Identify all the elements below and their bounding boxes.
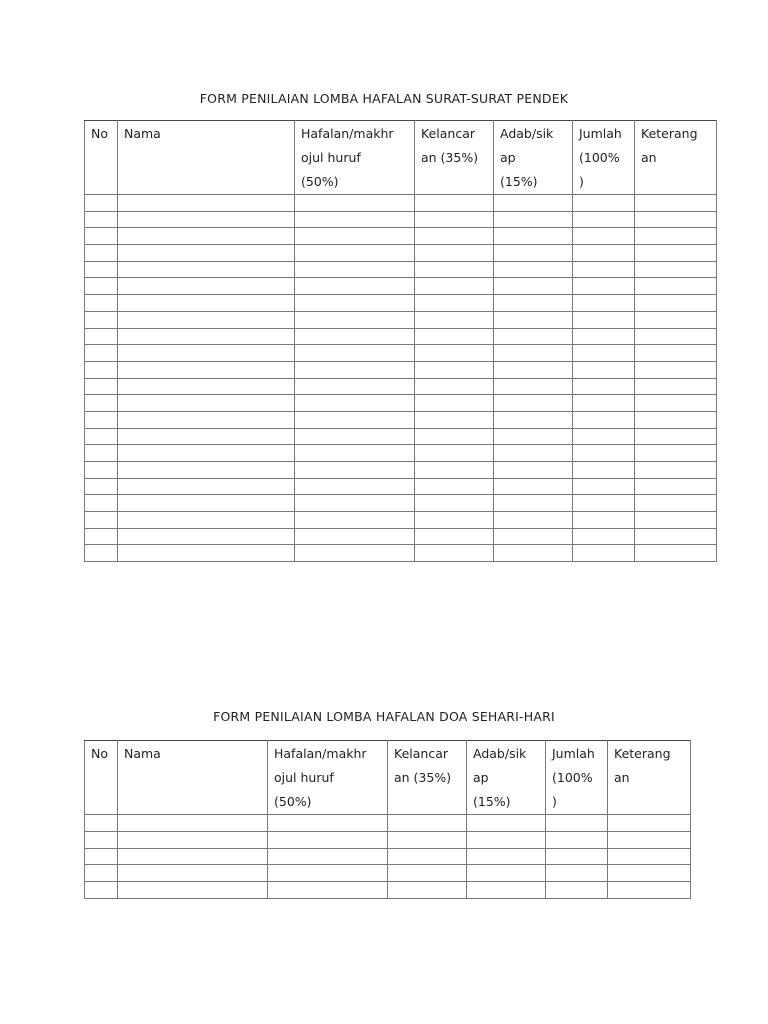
cell-kelancaran[interactable] bbox=[415, 211, 494, 228]
header-text: (15%) bbox=[500, 174, 538, 189]
cell-hafalan[interactable] bbox=[295, 378, 415, 395]
cell-nama[interactable] bbox=[118, 278, 295, 295]
form1-table bbox=[84, 120, 717, 562]
cell-no[interactable] bbox=[85, 815, 118, 832]
cell-keterangan[interactable] bbox=[635, 311, 717, 328]
cell-nama[interactable] bbox=[118, 445, 295, 462]
cell-nama[interactable] bbox=[118, 195, 295, 212]
cell-keterangan[interactable] bbox=[635, 528, 717, 545]
cell-adab[interactable] bbox=[494, 228, 573, 245]
cell-jumlah[interactable] bbox=[573, 428, 635, 445]
cell-jumlah[interactable] bbox=[573, 462, 635, 479]
cell-kelancaran[interactable] bbox=[415, 195, 494, 212]
table-row bbox=[85, 445, 717, 462]
cell-keterangan[interactable] bbox=[635, 278, 717, 295]
cell-keterangan[interactable] bbox=[635, 361, 717, 378]
cell-jumlah[interactable] bbox=[573, 495, 635, 512]
cell-kelancaran[interactable] bbox=[415, 261, 494, 278]
header-text: (50%) bbox=[301, 174, 339, 189]
header-text: Jumlah bbox=[552, 746, 595, 761]
cell-jumlah[interactable] bbox=[573, 311, 635, 328]
cell-nama[interactable] bbox=[118, 428, 295, 445]
cell-hafalan[interactable] bbox=[295, 211, 415, 228]
header-text: an bbox=[614, 770, 630, 785]
cell-adab[interactable] bbox=[494, 462, 573, 479]
cell-jumlah[interactable] bbox=[546, 815, 608, 832]
cell-keterangan[interactable] bbox=[635, 512, 717, 529]
cell-nama[interactable] bbox=[118, 245, 295, 262]
cell-keterangan[interactable] bbox=[635, 428, 717, 445]
cell-hafalan[interactable] bbox=[295, 445, 415, 462]
cell-adab[interactable] bbox=[494, 295, 573, 312]
cell-no[interactable] bbox=[85, 295, 118, 312]
cell-no[interactable] bbox=[85, 411, 118, 428]
cell-keterangan[interactable] bbox=[635, 478, 717, 495]
cell-adab[interactable] bbox=[494, 512, 573, 529]
cell-kelancaran[interactable] bbox=[415, 495, 494, 512]
header-jumlah bbox=[573, 121, 635, 195]
cell-kelancaran[interactable] bbox=[415, 245, 494, 262]
cell-keterangan[interactable] bbox=[608, 831, 691, 848]
cell-kelancaran[interactable] bbox=[415, 345, 494, 362]
cell-kelancaran[interactable] bbox=[415, 395, 494, 412]
cell-adab[interactable] bbox=[467, 882, 546, 899]
header-text: Nama bbox=[124, 126, 161, 141]
cell-kelancaran[interactable] bbox=[415, 295, 494, 312]
cell-jumlah[interactable] bbox=[573, 545, 635, 562]
cell-jumlah[interactable] bbox=[573, 512, 635, 529]
cell-kelancaran[interactable] bbox=[388, 831, 467, 848]
header-adab bbox=[494, 121, 573, 195]
cell-nama[interactable] bbox=[118, 495, 295, 512]
cell-no[interactable] bbox=[85, 865, 118, 882]
header-jumlah bbox=[546, 741, 608, 815]
cell-adab[interactable] bbox=[494, 278, 573, 295]
table-row bbox=[85, 428, 717, 445]
header-hafalan bbox=[268, 741, 388, 815]
header-text: an (35%) bbox=[394, 770, 452, 785]
cell-adab[interactable] bbox=[494, 211, 573, 228]
table-row bbox=[85, 261, 717, 278]
cell-keterangan[interactable] bbox=[635, 261, 717, 278]
cell-jumlah[interactable] bbox=[573, 278, 635, 295]
cell-kelancaran[interactable] bbox=[415, 545, 494, 562]
cell-kelancaran[interactable] bbox=[415, 428, 494, 445]
cell-keterangan[interactable] bbox=[635, 211, 717, 228]
cell-adab[interactable] bbox=[494, 445, 573, 462]
cell-jumlah[interactable] bbox=[573, 445, 635, 462]
cell-adab[interactable] bbox=[494, 311, 573, 328]
cell-nama[interactable] bbox=[118, 478, 295, 495]
cell-adab[interactable] bbox=[467, 815, 546, 832]
cell-keterangan[interactable] bbox=[635, 328, 717, 345]
cell-nama[interactable] bbox=[118, 815, 268, 832]
cell-no[interactable] bbox=[85, 278, 118, 295]
header-text: No bbox=[91, 746, 108, 761]
cell-hafalan[interactable] bbox=[295, 545, 415, 562]
cell-hafalan[interactable] bbox=[295, 361, 415, 378]
cell-hafalan[interactable] bbox=[268, 831, 388, 848]
cell-hafalan[interactable] bbox=[295, 278, 415, 295]
cell-adab[interactable] bbox=[494, 195, 573, 212]
cell-no[interactable] bbox=[85, 462, 118, 479]
cell-adab[interactable] bbox=[494, 261, 573, 278]
form1-title: FORM PENILAIAN LOMBA HAFALAN SURAT-SURAT PENDEK bbox=[199, 91, 569, 106]
cell-nama[interactable] bbox=[118, 512, 295, 529]
cell-hafalan[interactable] bbox=[295, 528, 415, 545]
cell-nama[interactable] bbox=[118, 395, 295, 412]
table-row bbox=[85, 528, 717, 545]
cell-no[interactable] bbox=[85, 512, 118, 529]
header-text: Kelancar bbox=[394, 746, 448, 761]
table-row bbox=[85, 328, 717, 345]
cell-jumlah[interactable] bbox=[573, 528, 635, 545]
cell-hafalan[interactable] bbox=[295, 495, 415, 512]
table-row bbox=[85, 311, 717, 328]
table-row bbox=[85, 228, 717, 245]
header-text: (100% bbox=[552, 770, 593, 785]
header-text: No bbox=[91, 126, 108, 141]
cell-hafalan[interactable] bbox=[295, 462, 415, 479]
cell-jumlah[interactable] bbox=[573, 195, 635, 212]
cell-jumlah[interactable] bbox=[546, 848, 608, 865]
cell-no[interactable] bbox=[85, 345, 118, 362]
cell-keterangan[interactable] bbox=[608, 865, 691, 882]
cell-jumlah[interactable] bbox=[573, 261, 635, 278]
header-text: (50%) bbox=[274, 794, 312, 809]
form2-table bbox=[84, 740, 691, 899]
table-row bbox=[85, 411, 717, 428]
cell-keterangan[interactable] bbox=[635, 445, 717, 462]
header-keterangan bbox=[608, 741, 691, 815]
cell-nama[interactable] bbox=[118, 295, 295, 312]
cell-keterangan[interactable] bbox=[635, 295, 717, 312]
cell-hafalan[interactable] bbox=[295, 228, 415, 245]
cell-no[interactable] bbox=[85, 378, 118, 395]
cell-nama[interactable] bbox=[118, 361, 295, 378]
cell-no[interactable] bbox=[85, 328, 118, 345]
cell-hafalan[interactable] bbox=[295, 428, 415, 445]
cell-jumlah[interactable] bbox=[573, 378, 635, 395]
table-row bbox=[85, 378, 717, 395]
cell-jumlah[interactable] bbox=[573, 245, 635, 262]
cell-nama[interactable] bbox=[118, 882, 268, 899]
header-kelancaran bbox=[388, 741, 467, 815]
cell-hafalan[interactable] bbox=[295, 478, 415, 495]
cell-kelancaran[interactable] bbox=[388, 815, 467, 832]
cell-kelancaran[interactable] bbox=[415, 278, 494, 295]
header-nama bbox=[118, 121, 295, 195]
cell-nama[interactable] bbox=[118, 378, 295, 395]
cell-jumlah[interactable] bbox=[573, 345, 635, 362]
form2-title: FORM PENILAIAN LOMBA HAFALAN DOA SEHARI-HARI bbox=[213, 709, 555, 724]
cell-jumlah[interactable] bbox=[546, 882, 608, 899]
cell-keterangan[interactable] bbox=[608, 848, 691, 865]
header-keterangan bbox=[635, 121, 717, 195]
cell-keterangan[interactable] bbox=[635, 495, 717, 512]
cell-jumlah[interactable] bbox=[573, 411, 635, 428]
cell-kelancaran[interactable] bbox=[415, 311, 494, 328]
cell-no[interactable] bbox=[85, 495, 118, 512]
table-row bbox=[85, 865, 691, 882]
table-row bbox=[85, 395, 717, 412]
cell-kelancaran[interactable] bbox=[415, 462, 494, 479]
header-text: (100% bbox=[579, 150, 620, 165]
cell-no[interactable] bbox=[85, 882, 118, 899]
cell-nama[interactable] bbox=[118, 311, 295, 328]
cell-adab[interactable] bbox=[494, 361, 573, 378]
table-row bbox=[85, 882, 691, 899]
cell-kelancaran[interactable] bbox=[415, 228, 494, 245]
cell-adab[interactable] bbox=[494, 428, 573, 445]
cell-jumlah[interactable] bbox=[573, 478, 635, 495]
cell-no[interactable] bbox=[85, 428, 118, 445]
table-row bbox=[85, 278, 717, 295]
cell-kelancaran[interactable] bbox=[415, 478, 494, 495]
table-row bbox=[85, 512, 717, 529]
header-text: ) bbox=[552, 794, 557, 809]
header-text: Kelancar bbox=[421, 126, 475, 141]
cell-nama[interactable] bbox=[118, 228, 295, 245]
cell-nama[interactable] bbox=[118, 345, 295, 362]
cell-nama[interactable] bbox=[118, 831, 268, 848]
cell-nama[interactable] bbox=[118, 411, 295, 428]
cell-hafalan[interactable] bbox=[295, 345, 415, 362]
cell-nama[interactable] bbox=[118, 528, 295, 545]
cell-hafalan[interactable] bbox=[295, 328, 415, 345]
table-row bbox=[85, 545, 717, 562]
cell-no[interactable] bbox=[85, 195, 118, 212]
cell-hafalan[interactable] bbox=[268, 865, 388, 882]
table-row bbox=[85, 345, 717, 362]
cell-jumlah[interactable] bbox=[546, 865, 608, 882]
cell-no[interactable] bbox=[85, 831, 118, 848]
cell-kelancaran[interactable] bbox=[388, 848, 467, 865]
cell-kelancaran[interactable] bbox=[415, 528, 494, 545]
cell-keterangan[interactable] bbox=[635, 395, 717, 412]
cell-nama[interactable] bbox=[118, 328, 295, 345]
cell-hafalan[interactable] bbox=[295, 411, 415, 428]
header-no bbox=[85, 741, 118, 815]
header-text: Keterang bbox=[614, 746, 671, 761]
cell-keterangan[interactable] bbox=[635, 245, 717, 262]
cell-hafalan[interactable] bbox=[295, 311, 415, 328]
cell-keterangan[interactable] bbox=[608, 815, 691, 832]
cell-kelancaran[interactable] bbox=[415, 378, 494, 395]
cell-no[interactable] bbox=[85, 545, 118, 562]
cell-keterangan[interactable] bbox=[635, 462, 717, 479]
cell-no[interactable] bbox=[85, 228, 118, 245]
cell-nama[interactable] bbox=[118, 261, 295, 278]
cell-nama[interactable] bbox=[118, 865, 268, 882]
header-text: Keterang bbox=[641, 126, 698, 141]
header-text: an (35%) bbox=[421, 150, 479, 165]
header-text: ojul huruf bbox=[274, 770, 334, 785]
header-text: ojul huruf bbox=[301, 150, 361, 165]
cell-nama[interactable] bbox=[118, 211, 295, 228]
cell-no[interactable] bbox=[85, 311, 118, 328]
cell-nama[interactable] bbox=[118, 462, 295, 479]
cell-no[interactable] bbox=[85, 528, 118, 545]
cell-jumlah[interactable] bbox=[573, 395, 635, 412]
cell-adab[interactable] bbox=[494, 528, 573, 545]
header-hafalan bbox=[295, 121, 415, 195]
cell-no[interactable] bbox=[85, 245, 118, 262]
cell-adab[interactable] bbox=[494, 378, 573, 395]
cell-nama[interactable] bbox=[118, 848, 268, 865]
cell-keterangan[interactable] bbox=[635, 195, 717, 212]
cell-kelancaran[interactable] bbox=[415, 445, 494, 462]
cell-hafalan[interactable] bbox=[295, 512, 415, 529]
cell-jumlah[interactable] bbox=[573, 228, 635, 245]
cell-keterangan[interactable] bbox=[608, 882, 691, 899]
header-text: ap bbox=[473, 770, 489, 785]
header-text: Adab/sik bbox=[473, 746, 527, 761]
table-row bbox=[85, 361, 717, 378]
table-row bbox=[85, 815, 691, 832]
cell-kelancaran[interactable] bbox=[388, 865, 467, 882]
table-row bbox=[85, 848, 691, 865]
cell-adab[interactable] bbox=[467, 831, 546, 848]
cell-nama[interactable] bbox=[118, 545, 295, 562]
cell-keterangan[interactable] bbox=[635, 378, 717, 395]
cell-hafalan[interactable] bbox=[295, 195, 415, 212]
header-text: ) bbox=[579, 174, 584, 189]
header-no bbox=[85, 121, 118, 195]
cell-no[interactable] bbox=[85, 478, 118, 495]
cell-no[interactable] bbox=[85, 445, 118, 462]
cell-adab[interactable] bbox=[494, 411, 573, 428]
cell-kelancaran[interactable] bbox=[415, 512, 494, 529]
cell-adab[interactable] bbox=[494, 395, 573, 412]
header-text: Hafalan/makhr bbox=[301, 126, 394, 141]
header-adab bbox=[467, 741, 546, 815]
table-row bbox=[85, 478, 717, 495]
cell-keterangan[interactable] bbox=[635, 345, 717, 362]
cell-no[interactable] bbox=[85, 361, 118, 378]
cell-hafalan[interactable] bbox=[295, 395, 415, 412]
cell-adab[interactable] bbox=[494, 345, 573, 362]
cell-kelancaran[interactable] bbox=[388, 882, 467, 899]
cell-kelancaran[interactable] bbox=[415, 361, 494, 378]
cell-adab[interactable] bbox=[494, 478, 573, 495]
cell-hafalan[interactable] bbox=[268, 848, 388, 865]
header-text: (15%) bbox=[473, 794, 511, 809]
header-text: Adab/sik bbox=[500, 126, 554, 141]
header-text: Nama bbox=[124, 746, 161, 761]
cell-no[interactable] bbox=[85, 395, 118, 412]
table-row bbox=[85, 831, 691, 848]
cell-jumlah[interactable] bbox=[573, 328, 635, 345]
cell-hafalan[interactable] bbox=[295, 295, 415, 312]
cell-kelancaran[interactable] bbox=[415, 328, 494, 345]
header-row bbox=[85, 741, 691, 815]
table-row bbox=[85, 462, 717, 479]
header-text: Jumlah bbox=[579, 126, 622, 141]
cell-keterangan[interactable] bbox=[635, 411, 717, 428]
cell-no[interactable] bbox=[85, 211, 118, 228]
cell-hafalan[interactable] bbox=[268, 815, 388, 832]
cell-adab[interactable] bbox=[467, 848, 546, 865]
cell-hafalan[interactable] bbox=[295, 245, 415, 262]
header-row bbox=[85, 121, 717, 195]
cell-kelancaran[interactable] bbox=[415, 411, 494, 428]
cell-no[interactable] bbox=[85, 261, 118, 278]
cell-adab[interactable] bbox=[494, 245, 573, 262]
cell-adab[interactable] bbox=[494, 495, 573, 512]
table-row bbox=[85, 195, 717, 212]
table-row bbox=[85, 211, 717, 228]
cell-jumlah[interactable] bbox=[573, 295, 635, 312]
cell-hafalan[interactable] bbox=[295, 261, 415, 278]
cell-adab[interactable] bbox=[467, 865, 546, 882]
cell-hafalan[interactable] bbox=[268, 882, 388, 899]
cell-keterangan[interactable] bbox=[635, 228, 717, 245]
cell-jumlah[interactable] bbox=[546, 831, 608, 848]
header-text: ap bbox=[500, 150, 516, 165]
cell-keterangan[interactable] bbox=[635, 545, 717, 562]
table-row bbox=[85, 245, 717, 262]
header-text: an bbox=[641, 150, 657, 165]
header-text: Hafalan/makhr bbox=[274, 746, 367, 761]
cell-jumlah[interactable] bbox=[573, 361, 635, 378]
header-kelancaran bbox=[415, 121, 494, 195]
table-row bbox=[85, 495, 717, 512]
cell-adab[interactable] bbox=[494, 545, 573, 562]
header-nama bbox=[118, 741, 268, 815]
cell-adab[interactable] bbox=[494, 328, 573, 345]
cell-no[interactable] bbox=[85, 848, 118, 865]
cell-jumlah[interactable] bbox=[573, 211, 635, 228]
table-row bbox=[85, 295, 717, 312]
